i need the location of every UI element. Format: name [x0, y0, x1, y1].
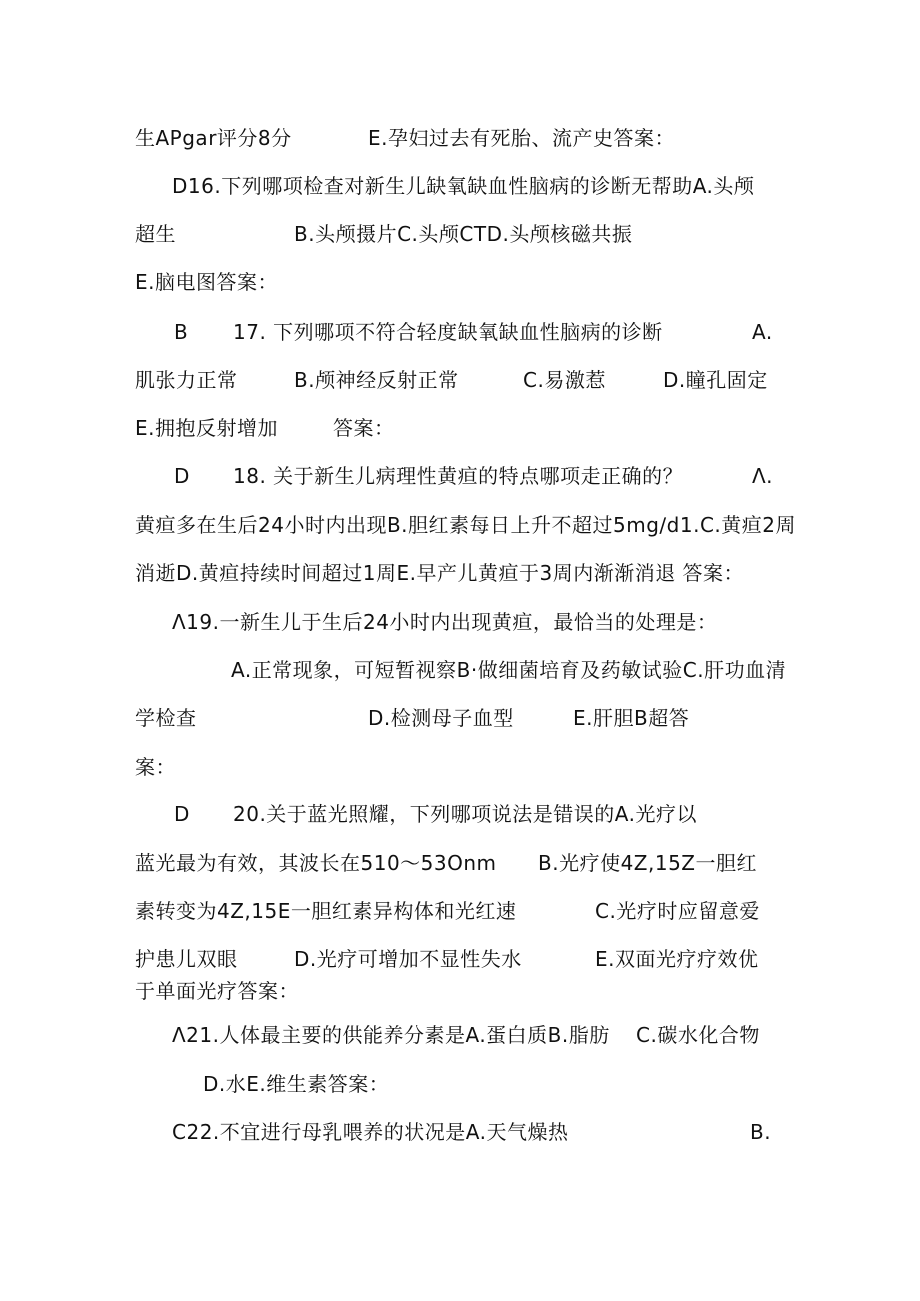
text-line: 于单面光疗答案： [135, 979, 299, 1003]
question-16: D16.下列哪项检查对新生儿缺氧缺血性脑病的诊断无帮助A.头颅 [172, 174, 755, 198]
text-line: 蓝光最为有效，其波长在510〜53Onm [135, 851, 497, 875]
answer-label: D [174, 802, 190, 826]
text-line: 案： [135, 755, 176, 779]
text-line: E.孕妇过去有死胎、流产史答案： [368, 126, 675, 150]
text-line: E.拥抱反射增加 [135, 416, 278, 440]
text-line: C.碳水化合物 [636, 1023, 760, 1047]
text-line: B.颅神经反射正常 [294, 368, 459, 392]
text-line: 肌张力正常 [135, 368, 238, 392]
text-line: B.光疗使4Z,15Z一胆红 [538, 851, 758, 875]
answer-label: D [174, 464, 190, 488]
text-line: A.正常现象，可短暂视察B·做细菌培育及药敏试验C.肝功血清 [231, 658, 787, 682]
text-line: C.光疗时应留意爱 [595, 899, 760, 923]
text-line: E.肝胆B超答 [573, 706, 690, 730]
text-line: D.瞳孔固定 [663, 368, 768, 392]
text-line: D.水E.维生素答案： [203, 1072, 390, 1096]
answer-label: B [174, 320, 189, 344]
text-line: 生APgar评分8分 [135, 126, 292, 150]
question-19: Λ19.一新生儿于生后24小时内出现黄疸，最恰当的处理是： [172, 610, 718, 634]
text-line: 消逝D.黄疸持续时间超过1周E.早产儿黄疸于3周内渐渐消退 答案： [135, 561, 745, 585]
option-label: B. [750, 1120, 772, 1144]
question-21: Λ21.人体最主要的供能养分素是A.蛋白质B.脂肪 [172, 1023, 610, 1047]
text-line: D.光疗可增加不显性失水 [294, 947, 522, 971]
question-20: 20.关于蓝光照耀，下列哪项说法是错误的A.光疗以 [233, 802, 697, 826]
text-line: 学检查 [135, 706, 197, 730]
text-line: 答案： [333, 416, 395, 440]
option-label: Λ. [752, 464, 774, 488]
text-line: D.检测母子血型 [368, 706, 514, 730]
text-line: B.头颅摄片C.头颅CTD.头颅核磁共振 [294, 222, 633, 246]
text-line: 黄疸多在生后24小时内出现B.胆红素每日上升不超过5mg∕d1.C.黄疸2周 [135, 513, 796, 537]
text-line: C.易激惹 [523, 368, 606, 392]
text-line: 素转变为4Z,15E一胆红素异构体和光红速 [135, 899, 517, 923]
option-label: A. [752, 320, 773, 344]
question-17: 17. 下列哪项不符合轻度缺氧缺血性脑病的诊断 [233, 320, 663, 344]
text-line: 超生 [135, 222, 176, 246]
question-22: C22.不宜进行母乳喂养的状况是A.天气燥热 [172, 1120, 569, 1144]
text-line: 护患儿双眼 [135, 947, 238, 971]
text-line: E.双面光疗疗效优 [595, 947, 759, 971]
text-line: E.脑电图答案： [135, 270, 278, 294]
question-18: 18. 关于新生儿病理性黄疸的特点哪项走正确的？ [233, 464, 684, 488]
